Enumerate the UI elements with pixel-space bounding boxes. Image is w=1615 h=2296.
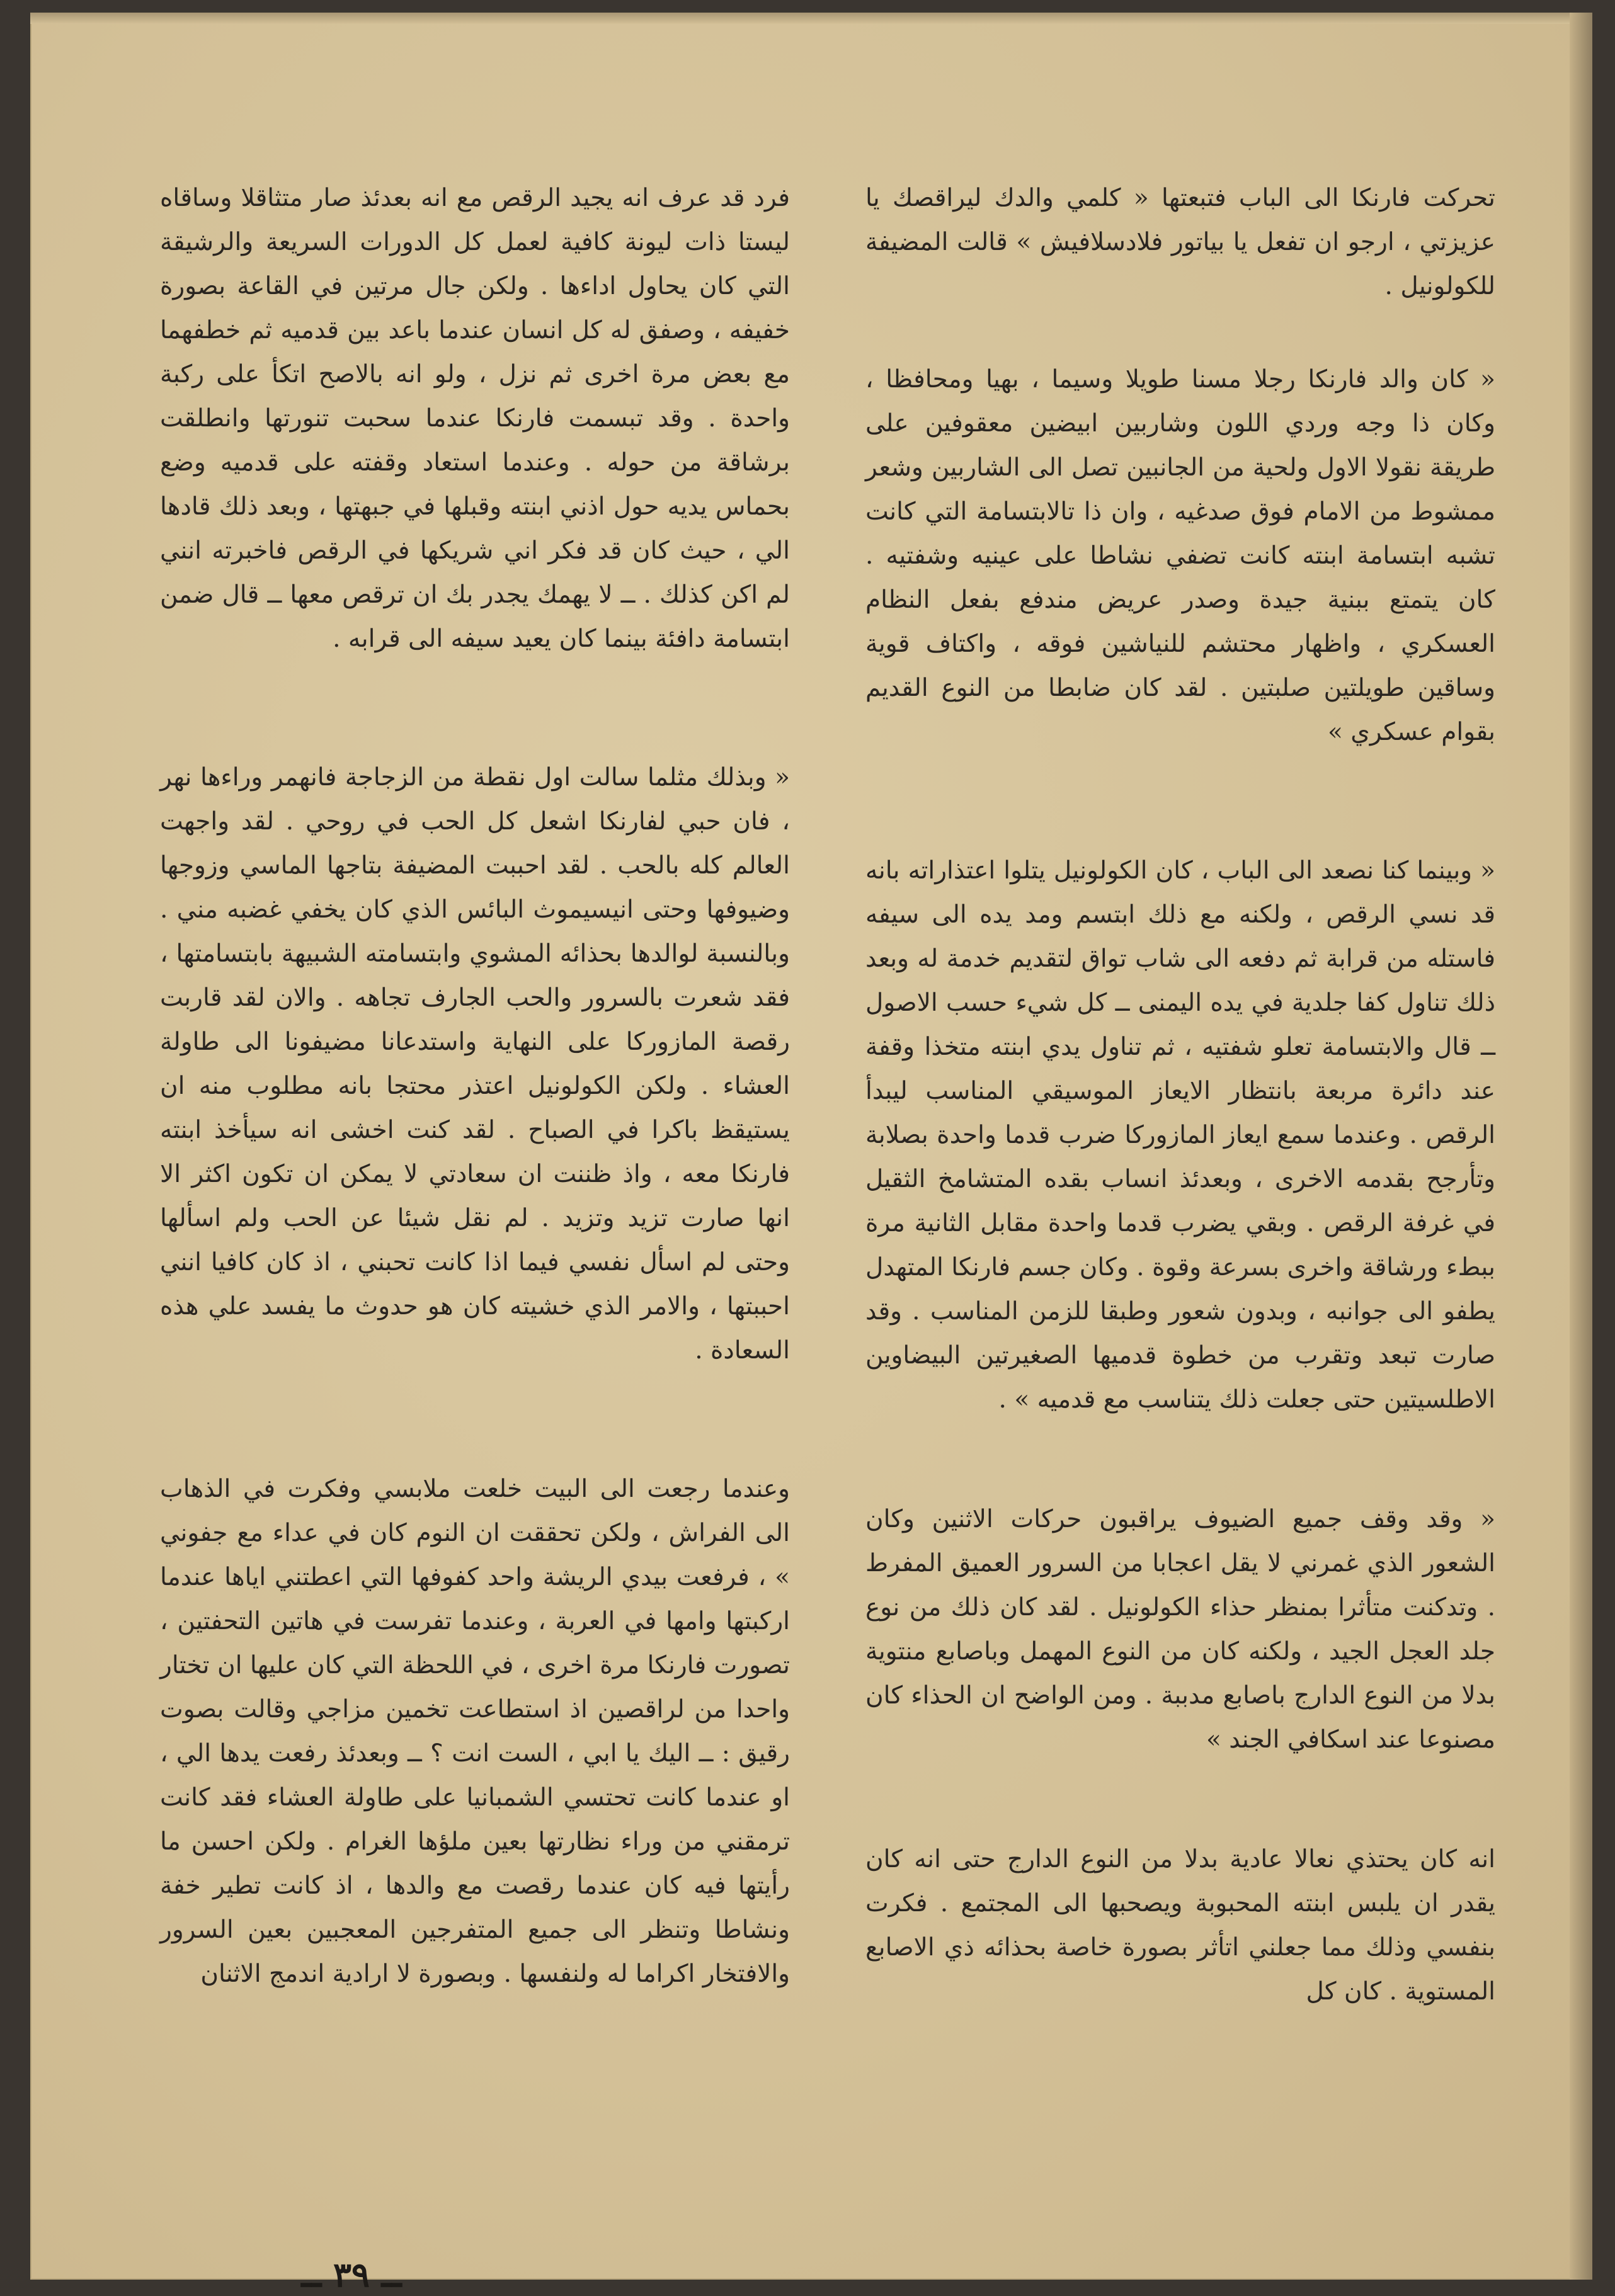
page-right-edge <box>1570 13 1592 2280</box>
page-number: ــ ٣٩ ــ <box>301 2254 402 2295</box>
right-text-column <box>865 176 1495 2014</box>
paragraph: انه كان يحتذي نعالا عادية بدلا من النوع الدارج حتى انه كان يقدر ان يلبس ابنته المحبوبة ويصحبها الى المجتمع . فكرت بنفسي وذلك مما جعلني اتأثر بصورة خاصة بحذائه ذي الاصابع المستوية . كان كل <box>865 1845 1495 2006</box>
paragraph: « وبذلك مثلما سالت اول نقطة من الزجاجة فانهمر وراءها نهر ، فان حبي لفارنكا اشعل كل الحب في روحي . لقد واجهت العالم كله بالحب . لقد احببت المضيفة بتاجها الماسي وزوجها وضيوفها وحتى انيسيموث البائس الذي كان يخفي غضبه مني . وبالنسبة لوالدها بحذائه المشوي وابتسامته الشبيهة بابتسامتها ، فقد شعرت بالسرور والحب الجارف تجاهه . والان لقد قاربت رقصة المازوركا على النهاية واستدعانا مضيفونا الى طاولة العشاء . ولكن الكولونيل اعتذر محتجا بانه مطلوب منه ان يستيقظ باكرا في الصباح . لقد كنت اخشى انه سيأخذ ابنته فارنكا معه ، واذ ظننت ان سعادتي لا يمكن ان تكون اكثر الا انها صارت تزيد وتزيد . لم نقل شيئا عن الحب ولم اسألها وحتى لم اسأل نفسي فيما اذا كانت تحبني ، اذ كان كافيا انني احببتها ، والامر الذي خشيته كان هو حدوث ما يفسد علي هذه السعادة . <box>160 763 790 1365</box>
page-top-edge <box>30 13 1592 24</box>
paragraph: تحركت فارنكا الى الباب فتبعتها « كلمي والدك ليراقصك يا عزيزتي ، ارجو ان تفعل يا بياتور فلادسلافيش » قالت المضيفة للكولونيل . <box>865 184 1495 300</box>
scanned-page <box>30 13 1592 2295</box>
paragraph: « وبينما كنا نصعد الى الباب ، كان الكولونيل يتلوا اعتذاراته بانه قد نسي الرقص ، ولكنه مع ذلك ابتسم ومد يده الى سيفه فاستله من قرابة ثم دفعه الى شاب تواق لتقديم خدمة له وبعد ذلك تناول كفا جلدية في يده اليمنى ــ كل شيء حسب الاصول ــ قال والابتسامة تعلو شفتيه ، ثم تناول يدي ابنته متخذا وقفة عند دائرة مربعة بانتظار الايعاز الموسيقي المناسب ليبدأ الرقص . وعندما سمع ايعاز المازوركا ضرب قدما واحدة بصلابة وتأرجح بقدمه الاخرى ، وبعدئذ انساب بقده المتشامخ الثقيل في غرفة الرقص . وبقي يضرب قدما واحدة مقابل الثانية مرة ببطء ورشاقة واخرى بسرعة وقوة . وكان جسم فارنكا المتهدل يطفو الى جوانبه ، وبدون شعور وطبقا للزمن المناسب . وقد صارت تبعد وتقرب من خطوة قدميها الصغيرتين البيضاوين الاطلسيتين حتى جعلت ذلك يتناسب مع قدميه » . <box>865 856 1495 1414</box>
paragraph: « كان والد فارنكا رجلا مسنا طويلا وسيما ، بهيا ومحافظا ، وكان ذا وجه وردي اللون وشاربين ابيضين معقوفين على طريقة نقولا الاول ولحية من الجانبين تصل الى الشاربين وشعر ممشوط من الامام فوق صدغيه ، وان ذا تالابتسامة التي كانت تشبه ابتسامة ابنته كانت تضفي نشاطا على عينيه وشفتيه . كان يتمتع ببنية جيدة وصدر عريض مندفع بفعل النظام العسكري ، واظهار محتشم للنياشين فوقه ، واكتاف قوية وساقين طويلتين صلبتين . لقد كان ضابطا من النوع القديم بقوام عسكري » <box>865 365 1495 746</box>
paragraph: « وقد وقف جميع الضيوف يراقبون حركات الاثنين وكان الشعور الذي غمرني لا يقل اعجابا من السرور العميق المفرط . وتدكنت متأثرا بمنظر حذاء الكولونيل . لقد كان ذلك من نوع جلد العجل الجيد ، ولكنه كان من النوع المهمل وباصابع منتوية بدلا من النوع الدارج باصابع مدببة . ومن الواضح ان الحذاء كان مصنوعا عند اسكافي الجند » <box>865 1505 1495 1754</box>
paragraph: فرد قد عرف انه يجيد الرقص مع انه بعدئذ صار متثاقلا وساقاه ليستا ذات ليونة كافية لعمل كل الدورات السريعة والرشيقة التي كان يحاول اداءها . ولكن جال مرتين في القاعة بصورة خفيفه ، وصفق له كل انسان عندما باعد بين قدميه ثم خطفهما مع بعض مرة اخرى ثم نزل ، ولو انه بالاصح اتكأ على ركبة واحدة . وقد تبسمت فارنكا عندما سحبت تنورتها وانطلقت برشاقة من حوله . وعندما استعاد وقفته على قدميه وضع بحماس يديه حول اذني ابنته وقبلها في جبهتها ، وبعد ذلك قادها الي ، حيث كان قد فكر اني شريكها في الرقص فاخبرته انني لم اكن كذلك . ــ لا يهمك يجدر بك ان ترقص معها ــ قال ضمن ابتسامة دافئة بينما كان يعيد سيفه الى قرابه . <box>160 184 790 653</box>
left-text-column <box>160 176 790 1996</box>
paragraph: وعندما رجعت الى البيت خلعت ملابسي وفكرت في الذهاب الى الفراش ، ولكن تحققت ان النوم كان في عداء مع جفوني » ، فرفعت بيدي الريشة واحد كفوفها التي اعطتني اياها عندما اركبتها وامها في العربة ، وعندما تفرست في هاتين التحفتين ، تصورت فارنكا مرة اخرى ، في اللحظة التي كان عليها ان تختار واحدا من لراقصين اذ استطاعت تخمين مزاجي وقالت بصوت رقيق : ــ اليك يا ابي ، الست انت ؟ ــ وبعدئذ رفعت يدها الي ، او عندما كانت تحتسي الشمبانيا على طاولة العشاء فقد كانت ترمقني من وراء نظارتها بعين ملؤها الغرام . ولكن احسن ما رأيتها فيه كان عندما رقصت مع والدها ، اذ كانت تطير خفة ونشاطا وتنظر الى جميع المتفرجين المعجبين بعين السرور والافتخار اكراما له ولنفسها . وبصورة لا ارادية اندمج الاثنان <box>160 1475 790 1988</box>
